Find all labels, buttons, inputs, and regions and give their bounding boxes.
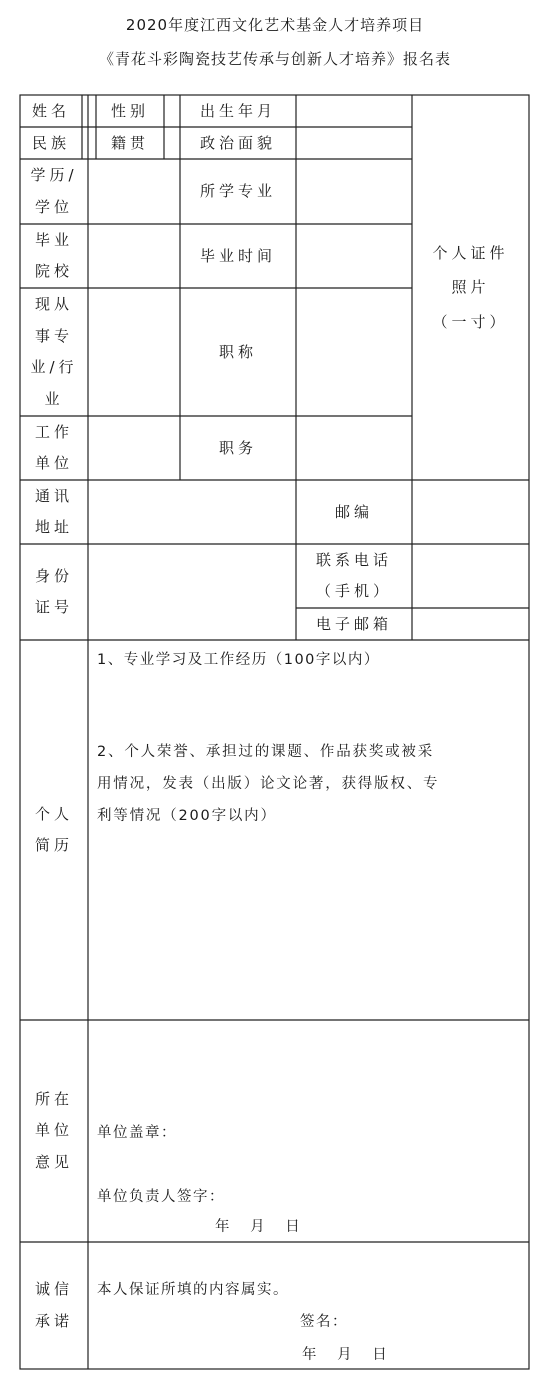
label-gender: 性别 bbox=[110, 101, 149, 120]
label-resume: 个人 简历 bbox=[34, 804, 73, 854]
label-native-place: 籍贯 bbox=[110, 133, 149, 152]
label-position: 职务 bbox=[218, 438, 257, 457]
label-unit-opinion: 所在 单位 意见 bbox=[34, 1089, 73, 1171]
promise-date: 年 月 日 bbox=[302, 1347, 395, 1363]
label-email: 电子邮箱 bbox=[315, 614, 392, 633]
unit-date: 年 月 日 bbox=[215, 1219, 308, 1235]
promise-sign: 签名： bbox=[300, 1314, 348, 1330]
form-title-line1: 2020年度江西文化艺术基金人才培养项目 bbox=[125, 16, 425, 34]
resume-item-1: 1、专业学习及工作经历（100字以内） bbox=[97, 652, 380, 668]
label-address: 通讯 地址 bbox=[34, 486, 73, 536]
promise-statement: 本人保证所填的内容属实。 bbox=[97, 1282, 289, 1298]
label-profession: 现从 事专 业/行 业 bbox=[30, 295, 78, 408]
label-major: 所学专业 bbox=[199, 182, 276, 201]
unit-leader-sign: 单位负责人签字： bbox=[97, 1189, 225, 1205]
label-id-number: 身份 证号 bbox=[34, 566, 73, 616]
label-ethnicity: 民族 bbox=[31, 133, 70, 152]
label-education: 学历/ 学位 bbox=[30, 166, 78, 216]
unit-seal: 单位盖章： bbox=[97, 1125, 177, 1141]
label-postcode: 邮编 bbox=[334, 502, 373, 521]
label-name: 姓名 bbox=[31, 101, 70, 120]
label-school: 毕业 院校 bbox=[34, 230, 73, 280]
form-title-line2: 《青花斗彩陶瓷技艺传承与创新人才培养》报名表 bbox=[98, 50, 451, 68]
label-birth: 出生年月 bbox=[199, 101, 276, 120]
label-title-rank: 职称 bbox=[218, 342, 257, 361]
label-integrity: 诚信 承诺 bbox=[34, 1280, 73, 1330]
label-phone: 联系电话 （手机） bbox=[315, 550, 392, 600]
photo-box: 个人证件 照片 （一寸） bbox=[432, 243, 509, 331]
label-political: 政治面貌 bbox=[199, 133, 276, 152]
resume-item-2: 2、个人荣誉、承担过的课题、作品获奖或被采 用情况，发表（出版）论文论著，获得版权、专 利等情况（200字以内） bbox=[97, 744, 440, 824]
label-grad-time: 毕业时间 bbox=[199, 246, 276, 265]
label-work-unit: 工作 单位 bbox=[34, 422, 73, 472]
